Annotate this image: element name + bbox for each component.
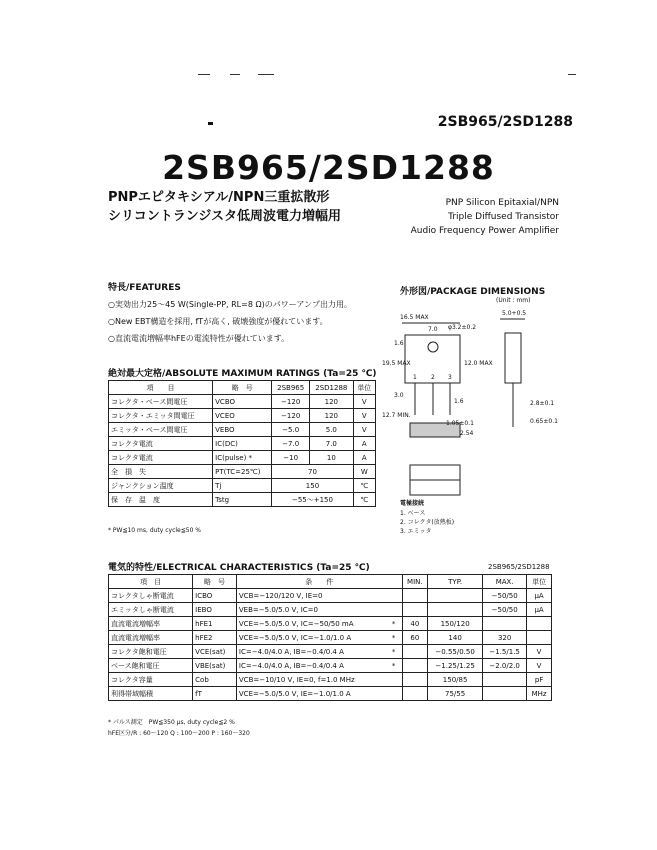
feature-item: ○New EBT構造を採用, fTが高く, 破壊強度が優れています。 [108, 317, 328, 326]
table-header: 条 件 [236, 575, 402, 589]
dim-label: 16.5 MAX [400, 314, 429, 321]
table-cell: −2.0/2.0 [483, 659, 527, 673]
ec-table [108, 574, 552, 701]
table-cell: 10 [310, 451, 354, 465]
table-cell: 120 [310, 395, 354, 409]
pin-item: 2. コレクタ(放熱板) [400, 519, 455, 526]
amr-table [108, 380, 376, 507]
features-heading: 特長/FEATURES [108, 283, 181, 293]
table-cell: エミッタ・ベース間電圧 [109, 423, 213, 437]
table-header: 略 号 [193, 575, 237, 589]
table-header: 略 号 [213, 381, 272, 395]
table-cell: V [353, 423, 375, 437]
table-cell: 75/55 [428, 687, 483, 701]
table-cell: hFE2 [193, 631, 237, 645]
table-cell: * [386, 659, 403, 673]
table-cell: VEBO [213, 423, 272, 437]
table-cell: IC=−4.0/4.0 A, IB=−0.4/0.4 A [236, 645, 385, 659]
table-cell [527, 617, 552, 631]
table-cell: IC(DC) [213, 437, 272, 451]
en-subtitle-line: Audio Frequency Power Amplifier [410, 226, 559, 236]
dim-label: φ3.2±0.2 [448, 324, 477, 331]
table-cell: −55～+150 [272, 493, 353, 507]
table-row [109, 451, 376, 465]
table-cell: コレクタ電流 [109, 451, 213, 465]
ec-part-number: 2SB965/2SD1288 [488, 563, 550, 571]
table-cell: 60 [402, 631, 428, 645]
scan-mark [258, 74, 274, 75]
table-cell: Tj [213, 479, 272, 493]
table-cell: 7.0 [310, 437, 354, 451]
table-cell [483, 687, 527, 701]
table-cell: 150 [272, 479, 353, 493]
table-cell: 150/120 [428, 617, 483, 631]
pin-heading: 電極接続 [400, 500, 425, 507]
package-unit: (Unit : mm) [496, 297, 531, 304]
table-cell: 全 損 失 [109, 465, 213, 479]
table-row [109, 423, 376, 437]
dim-label: 19.5 MAX [382, 360, 411, 367]
english-subtitle [411, 196, 559, 238]
ec-note: * パルス測定 PW≦350 μs, duty cycle≦2 % [108, 719, 235, 726]
table-cell: −0.55/0.50 [428, 645, 483, 659]
table-cell: A [353, 437, 375, 451]
table-cell: 140 [428, 631, 483, 645]
table-cell: 保 存 温 度 [109, 493, 213, 507]
dim-label: 3.0 [394, 392, 404, 399]
en-subtitle-line: Triple Diffused Transistor [448, 212, 559, 222]
table-cell: VEB=−5.0/5.0 V, IC=0 [236, 603, 385, 617]
table-cell: * [386, 617, 403, 631]
ec-note: hFE区分/R : 60～120 Q : 100～200 P : 160～320 [108, 730, 250, 737]
table-cell: MHz [527, 687, 552, 701]
pin-number: 1 [413, 374, 417, 381]
table-row [109, 631, 552, 645]
table-row [109, 589, 552, 603]
dim-label: 1.6 [454, 398, 464, 405]
table-header: 項 目 [109, 575, 193, 589]
table-cell [402, 673, 428, 687]
table-cell: VCE=−5.0/5.0 V, IC=−1.0/1.0 A [236, 631, 385, 645]
table-cell: VCB=−120/120 V, IE=0 [236, 589, 385, 603]
table-cell: ℃ [353, 493, 375, 507]
pin-number: 2 [431, 374, 435, 381]
package-drawing [380, 305, 580, 545]
table-cell: −1.25/1.25 [428, 659, 483, 673]
table-cell: Tstg [213, 493, 272, 507]
table-cell [483, 617, 527, 631]
table-cell: VCEO [213, 409, 272, 423]
table-row [109, 395, 376, 409]
table-header-row [109, 381, 376, 395]
scan-mark [230, 74, 240, 75]
table-row [109, 673, 552, 687]
table-cell: ジャンクション温度 [109, 479, 213, 493]
table-cell: VCE=−5.0/5.0 V, IC=−50/50 mA [236, 617, 385, 631]
table-cell: V [353, 395, 375, 409]
pin-item: 1. ベース [400, 510, 426, 517]
table-cell: A [353, 451, 375, 465]
table-cell: Cob [193, 673, 237, 687]
table-cell: V [527, 659, 552, 673]
table-cell: −50/50 [483, 589, 527, 603]
table-cell: IEBO [193, 603, 237, 617]
table-cell: コレクタ・ベース間電圧 [109, 395, 213, 409]
page-title: 2SB965/2SD1288 [162, 148, 495, 187]
table-cell [428, 589, 483, 603]
table-header: 2SB965 [272, 381, 310, 395]
table-cell: 150/85 [428, 673, 483, 687]
table-cell: W [353, 465, 375, 479]
table-cell: 70 [272, 465, 353, 479]
table-header: MAX. [483, 575, 527, 589]
table-cell [386, 603, 403, 617]
table-cell: −1.5/1.5 [483, 645, 527, 659]
table-cell: VCE(sat) [193, 645, 237, 659]
table-cell [386, 687, 403, 701]
table-cell: ℃ [353, 479, 375, 493]
table-cell [386, 589, 403, 603]
table-cell: −120 [272, 409, 310, 423]
table-row [109, 493, 376, 507]
table-row [109, 603, 552, 617]
dim-label: 7.0 [428, 326, 438, 333]
table-cell: 120 [310, 409, 354, 423]
dim-label: 2.8±0.1 [530, 400, 555, 407]
table-cell: * [386, 645, 403, 659]
table-cell: エミッタしゃ断電流 [109, 603, 193, 617]
table-cell: コレクタ飽和電圧 [109, 645, 193, 659]
scan-mark [198, 74, 210, 75]
table-cell: 直流電流増幅率 [109, 631, 193, 645]
dim-label: 5.0+0.5 [502, 310, 527, 317]
table-row [109, 437, 376, 451]
dim-label: 2.54 [460, 430, 474, 437]
table-cell: VCE=−5.0/5.0 V, IE=−1.0/1.0 A [236, 687, 385, 701]
jp-subtitle-line: シリコントランジスタ低周波電力増幅用 [108, 209, 342, 224]
japanese-subtitle [108, 188, 341, 226]
table-cell: コレクタ電流 [109, 437, 213, 451]
dim-label: 1.05±0.1 [446, 420, 474, 427]
table-header: MIN. [402, 575, 428, 589]
table-cell: fT [193, 687, 237, 701]
scan-mark [208, 122, 213, 125]
table-cell: 5.0 [310, 423, 354, 437]
jp-subtitle-line: PNPエピタキシアル/NPN三重拡散形 [108, 190, 330, 205]
en-subtitle-line: PNP Silicon Epitaxial/NPN [445, 198, 559, 208]
table-cell: VCB=−10/10 V, IE=0, f=1.0 MHz [236, 673, 385, 687]
table-header: 2SD1288 [310, 381, 354, 395]
table-cell: −50/50 [483, 603, 527, 617]
table-cell: pF [527, 673, 552, 687]
table-cell: 40 [402, 617, 428, 631]
package-heading: 外形図/PACKAGE DIMENSIONS [400, 287, 546, 297]
table-cell: ICBO [193, 589, 237, 603]
amr-heading: 絶対最大定格/ABSOLUTE MAXIMUM RATINGS (Ta=25 ℃) [108, 369, 377, 379]
table-cell [402, 589, 428, 603]
table-cell: IC=−4.0/4.0 A, IB=−0.4/0.4 A [236, 659, 385, 673]
table-header-row [109, 575, 552, 589]
table-cell: PT(TC=25℃) [213, 465, 272, 479]
table-cell: V [353, 409, 375, 423]
table-cell: 利得帯域幅積 [109, 687, 193, 701]
table-cell: IC(pulse) * [213, 451, 272, 465]
dim-label: 0.65±0.1 [530, 418, 558, 425]
scan-mark [568, 74, 576, 75]
header-part-number: 2SB965/2SD1288 [437, 114, 573, 130]
table-cell: 320 [483, 631, 527, 645]
feature-item: ○実効出力25～45 W(Single-PP, RL=8 Ω)のパワーアンプ出力用。 [108, 300, 352, 309]
table-cell [402, 659, 428, 673]
table-row [109, 617, 552, 631]
table-row [109, 659, 552, 673]
features-list [108, 296, 352, 347]
dim-label: 12.0 MAX [464, 360, 493, 367]
table-cell [527, 631, 552, 645]
table-row [109, 409, 376, 423]
table-cell: μA [527, 603, 552, 617]
table-cell: −10 [272, 451, 310, 465]
dim-label: 1.6 [394, 340, 404, 347]
table-cell: VCBO [213, 395, 272, 409]
table-cell: VBE(sat) [193, 659, 237, 673]
table-cell [428, 603, 483, 617]
table-cell [402, 645, 428, 659]
table-cell: μA [527, 589, 552, 603]
table-header: 単位 [353, 381, 375, 395]
dim-label: 12.7 MIN. [382, 412, 411, 419]
table-cell [402, 687, 428, 701]
table-header: TYP. [428, 575, 483, 589]
table-cell: コレクタ・エミッタ間電圧 [109, 409, 213, 423]
feature-item: ○直流電流増幅率hFEの電流特性が優れています。 [108, 334, 290, 343]
table-cell: 直流電流増幅率 [109, 617, 193, 631]
amr-note: * PW≦10 ms, duty cycle≦50 % [108, 527, 202, 534]
table-row [109, 479, 376, 493]
table-cell: コレクタしゃ断電流 [109, 589, 193, 603]
ec-heading: 電気的特性/ELECTRICAL CHARACTERISTICS (Ta=25 ℃) [108, 563, 370, 573]
table-row [109, 687, 552, 701]
table-cell: −120 [272, 395, 310, 409]
pin-item: 3. エミッタ [400, 528, 432, 535]
table-cell [402, 603, 428, 617]
table-cell: −7.0 [272, 437, 310, 451]
table-cell: * [386, 631, 403, 645]
table-cell [386, 673, 403, 687]
table-cell: V [527, 645, 552, 659]
table-cell: コレクタ容量 [109, 673, 193, 687]
table-header: 単位 [527, 575, 552, 589]
pin-number: 3 [448, 374, 452, 381]
table-row [109, 645, 552, 659]
table-cell: −5.0 [272, 423, 310, 437]
table-row [109, 465, 376, 479]
table-cell [483, 673, 527, 687]
table-header: 項 目 [109, 381, 213, 395]
table-cell: ベース飽和電圧 [109, 659, 193, 673]
table-cell: hFE1 [193, 617, 237, 631]
